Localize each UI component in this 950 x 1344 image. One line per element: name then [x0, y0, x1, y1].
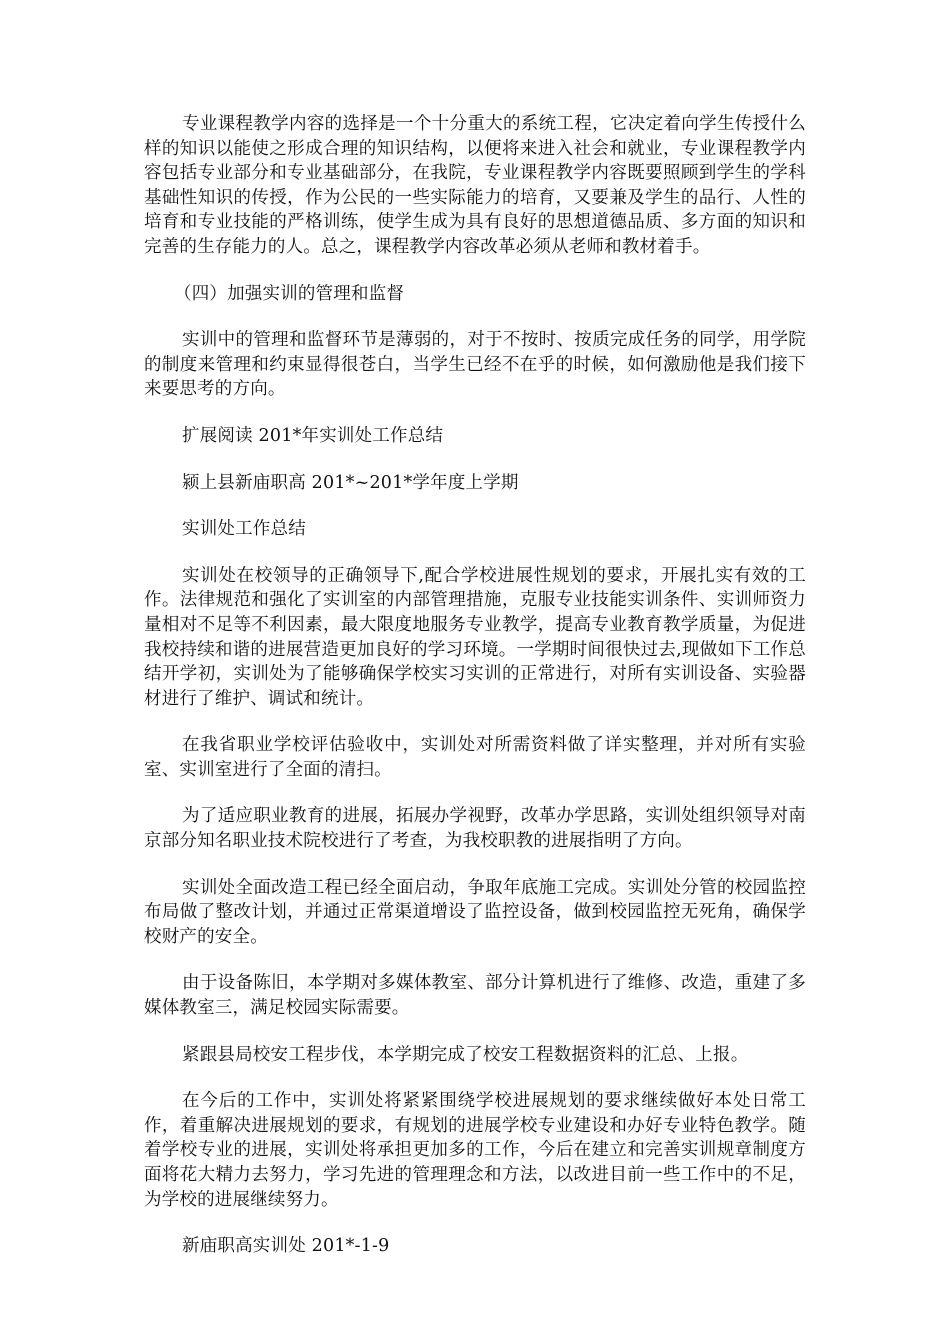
document-body — [144, 112, 806, 1281]
paragraph-equipment-repair: 由于设备陈旧，本学期对多媒体教室、部分计算机进行了维修、改造，重建了多媒体教室三，满足校园实际需要。 — [144, 973, 806, 1019]
paragraph-evaluation: 在我省职业学校评估验收中，实训处对所需资料做了详实整理，并对所有实验室、实训室进行了全面的清扫。 — [144, 735, 806, 780]
paragraph-intro-summary: 实训处在校领导的正确领导下,配合学校进展性规划的要求，开展扎实有效的工作。法律规范和强化了实训室的内部管理措施，克服专业技能实训条件、实训师资力量相对不足等不利因素，最大限度地服务专业教学，提高专业教育教学质量，为促进我校持续和谐的进展营造更加良好的学习环境。一学期时间很快过去,现做如下工作总结开学初，实训处为了能够确保学校实习实训的正常进行，对所有实训设备、实验器材进行了维护、调试和统计。 — [144, 565, 806, 709]
paragraph-school-safety: 紧跟县局校安工程步伐，本学期完成了校安工程数据资料的汇总、上报。 — [182, 1044, 749, 1065]
section-heading-training-management: （四）加强实训的管理和监督 — [174, 283, 405, 304]
paragraph-training-supervision: 实训中的管理和监督环节是薄弱的，对于不按时、按质完成任务的同学，用学院的制度来管理和约束显得很苍白，当学生已经不在乎的时候，如何激励他是我们接下来要思考的方向。 — [144, 330, 806, 400]
signature-date: 新庙职高实训处 201*-1-9 — [182, 1236, 390, 1257]
school-term-title: 颍上县新庙职高 201*~201*学年度上学期 — [182, 472, 519, 493]
paragraph-course-content: 专业课程教学内容的选择是一个十分重大的系统工程，它决定着向学生传授什么样的知识以能使之形成合理的知识结构，以便将来进入社会和就业，专业课程教学内容包括专业部分和专业基础部分，在我院，专业课程教学内容既要照顾到学生的学科基础性知识的传授，作为公民的一些实际能力的培育，又要兼及学生的品行、人性的培育和专业技能的严格训练，使学生成为具有良好的思想道德品质、多方面的知识和完善的生存能力的人。总之，课程教学内容改革必须从老师和教材着手。 — [144, 114, 806, 257]
summary-title: 实训处工作总结 — [182, 519, 306, 540]
paragraph-renovation: 实训处全面改造工程已经全面启动，争取年底施工完成。实训处分管的校园监控布局做了整改计划，并通过正常渠道增设了监控设备，做到校园监控无死角，确保学校财产的安全。 — [144, 877, 806, 947]
paragraph-study-visit: 为了适应职业教育的进展，拓展办学视野，改革办学思路，实训处组织领导对南京部分知名职业技术院校进行了考查，为我校职教的进展指明了方向。 — [144, 806, 806, 852]
paragraph-future-work: 在今后的工作中，实训处将紧紧围绕学校进展规划的要求继续做好本处日常工作，着重解决进展规划的要求，有规划的进展学校专业建设和办好专业特色教学。随着学校专业的进展，实训处将承担更加多的工作，今后在建立和完善实训规章制度方面将花大精力去努力，学习先进的管理理念和方法，以改进目前一些工作中的不足，为学校的进展继续努力。 — [144, 1091, 806, 1210]
extended-reading-title: 扩展阅读 201*年实训处工作总结 — [182, 425, 444, 446]
